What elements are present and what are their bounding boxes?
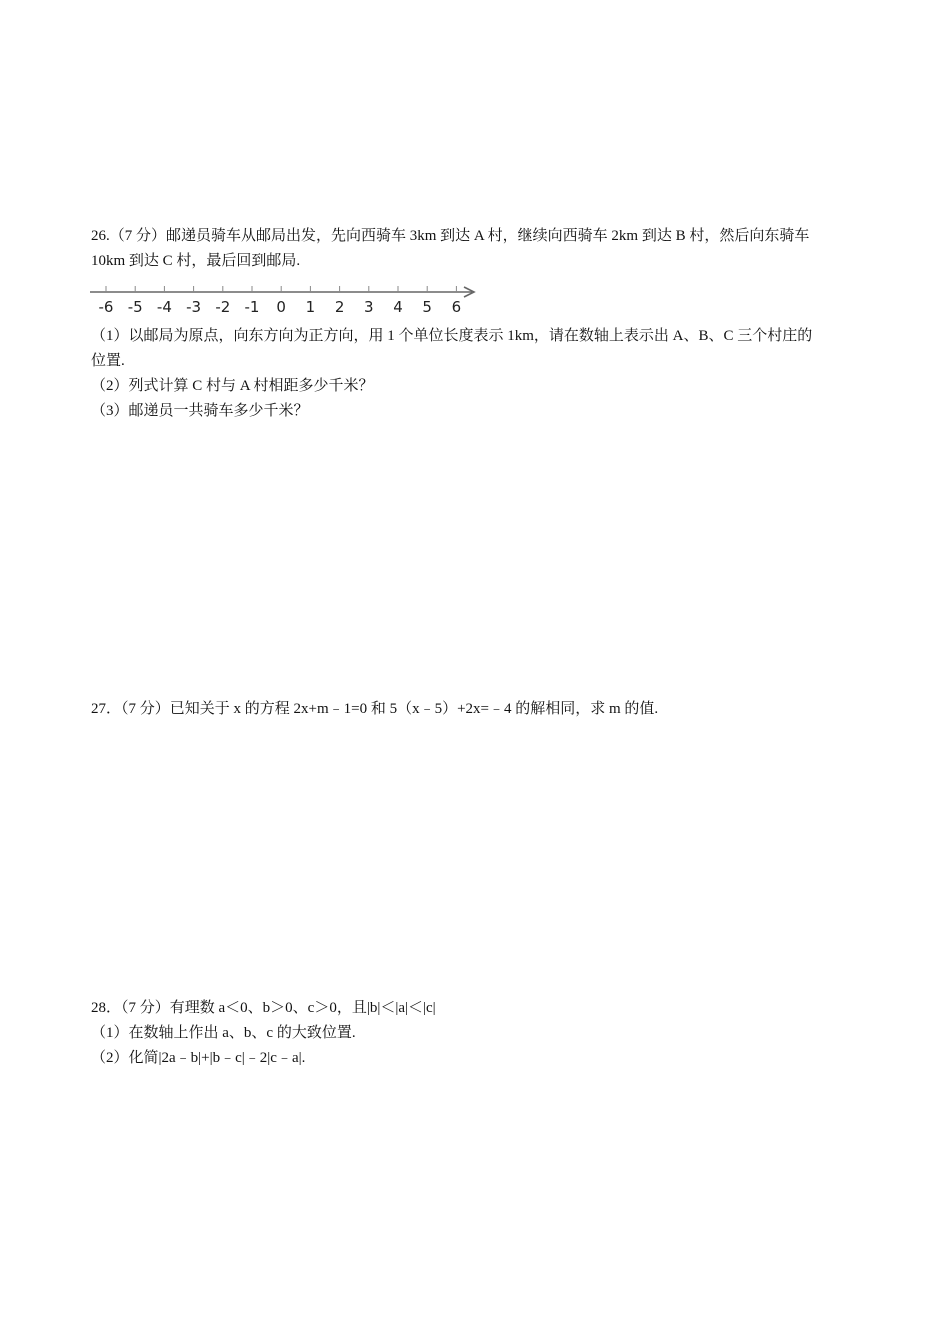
- number-line-tick-label: 4: [393, 298, 403, 316]
- number-line-tick-label: -4: [156, 298, 172, 316]
- number-line-svg: [86, 283, 486, 319]
- q26-part3: （3）邮递员一共骑车多少千米？: [91, 403, 309, 419]
- number-line-tick-label: 6: [451, 298, 462, 316]
- number-line-tick-label: 5: [422, 298, 432, 316]
- q28-part2: （2）化简|2a﹣b|+|b﹣c|﹣2|c﹣a|.: [91, 1050, 306, 1066]
- q26-part2: （2）列式计算 C 村与 A 村相距多少千米？: [91, 378, 374, 394]
- number-line: [86, 283, 486, 319]
- question-26: [91, 224, 861, 274]
- q26-part1-line2: 位置.: [91, 353, 125, 369]
- q27-stem: 27．（7 分）已知关于 x 的方程 2x+m﹣1=0 和 5（x﹣5）+2x=﹣4 的解相同，求 m 的值.: [91, 701, 659, 717]
- number-line-tick-label: -2: [215, 298, 231, 316]
- q28-stem: 28．（7 分）有理数 a＜0、b＞0、c＞0，且|b|＜|a|＜|c|: [91, 1000, 436, 1016]
- q26-stem-line1: 26.（7 分）邮递员骑车从邮局出发，先向西骑车 3km 到达 A 村，继续向西骑车 2km 到达 B 村，然后向东骑车: [91, 228, 810, 244]
- q28-part1: （1）在数轴上作出 a、b、c 的大致位置.: [91, 1025, 356, 1041]
- number-line-tick-label: -6: [98, 298, 114, 316]
- number-line-tick-label: 0: [276, 298, 286, 316]
- number-line-tick-label: -5: [127, 298, 143, 316]
- question-26-subparts: [91, 324, 861, 424]
- number-line-tick-label: 2: [334, 298, 345, 316]
- number-line-tick-label: 1: [305, 298, 316, 316]
- q26-stem-line2: 10km 到达 C 村，最后回到邮局.: [91, 253, 301, 269]
- question-27: [91, 697, 861, 722]
- number-line-tick-label: -1: [244, 298, 260, 316]
- question-28: [91, 996, 861, 1071]
- number-line-tick-label: 3: [364, 298, 374, 316]
- q26-part1-line1: （1）以邮局为原点，向东方向为正方向，用 1 个单位长度表示 1km，请在数轴上表示出 A、B、C 三个村庄的: [91, 328, 813, 344]
- number-line-tick-label: -3: [186, 298, 202, 316]
